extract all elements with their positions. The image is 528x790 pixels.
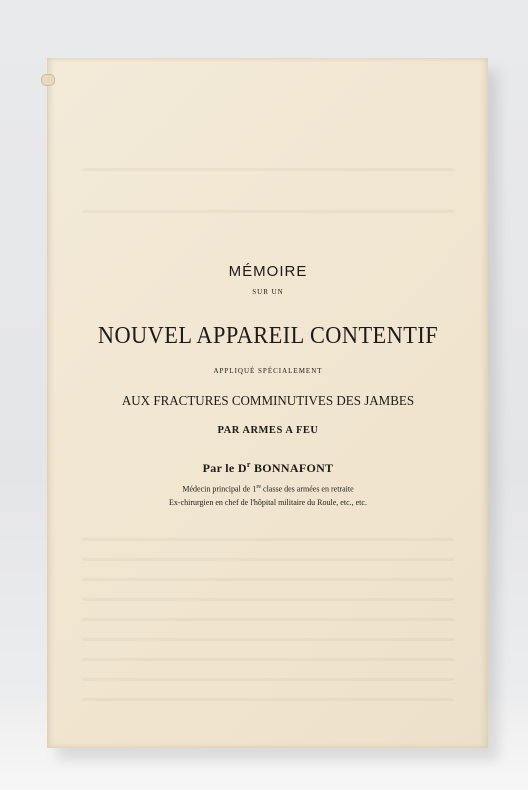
binding-thread (41, 74, 55, 86)
show-through-line (82, 678, 454, 681)
show-through-line (82, 638, 454, 641)
subtitle-armes: PAR ARMES A FEU (217, 425, 319, 436)
author-name: BONNAFONT (253, 461, 334, 475)
credential-2: Ex-chirurgien en chef de l'hôpital militaire du Roule, etc., etc. (169, 498, 367, 507)
credential-1-text-end: classe des armées en retraite (261, 484, 354, 494)
author-title-sup: r (246, 460, 251, 469)
show-through-line (82, 598, 454, 601)
show-through-line (82, 210, 454, 213)
show-through-line (82, 618, 454, 621)
title-memoire: MÉMOIRE (228, 263, 308, 280)
show-through-line (82, 578, 454, 581)
show-through-line (82, 168, 454, 171)
show-through-line (82, 658, 454, 661)
document-page (47, 58, 488, 748)
subtitle-fractures: AUX FRACTURES COMMINUTIVES DES JAMBES (121, 394, 415, 409)
show-through-line (82, 558, 454, 561)
credential-1-sup: re (256, 484, 262, 490)
show-through-line (82, 698, 454, 701)
credential-1-text: Médecin principal de 1 (182, 484, 257, 494)
author-line (48, 460, 488, 476)
main-title: NOUVEL APPAREIL CONTENTIF (97, 323, 439, 349)
subtitle-applique: APPLIQUÉ SPÉCIALEMENT (213, 367, 323, 375)
author-prefix: Par le D (202, 461, 247, 475)
show-through-line (82, 538, 454, 541)
credential-1 (48, 484, 488, 494)
title-sur-un: SUR UN (252, 288, 284, 296)
